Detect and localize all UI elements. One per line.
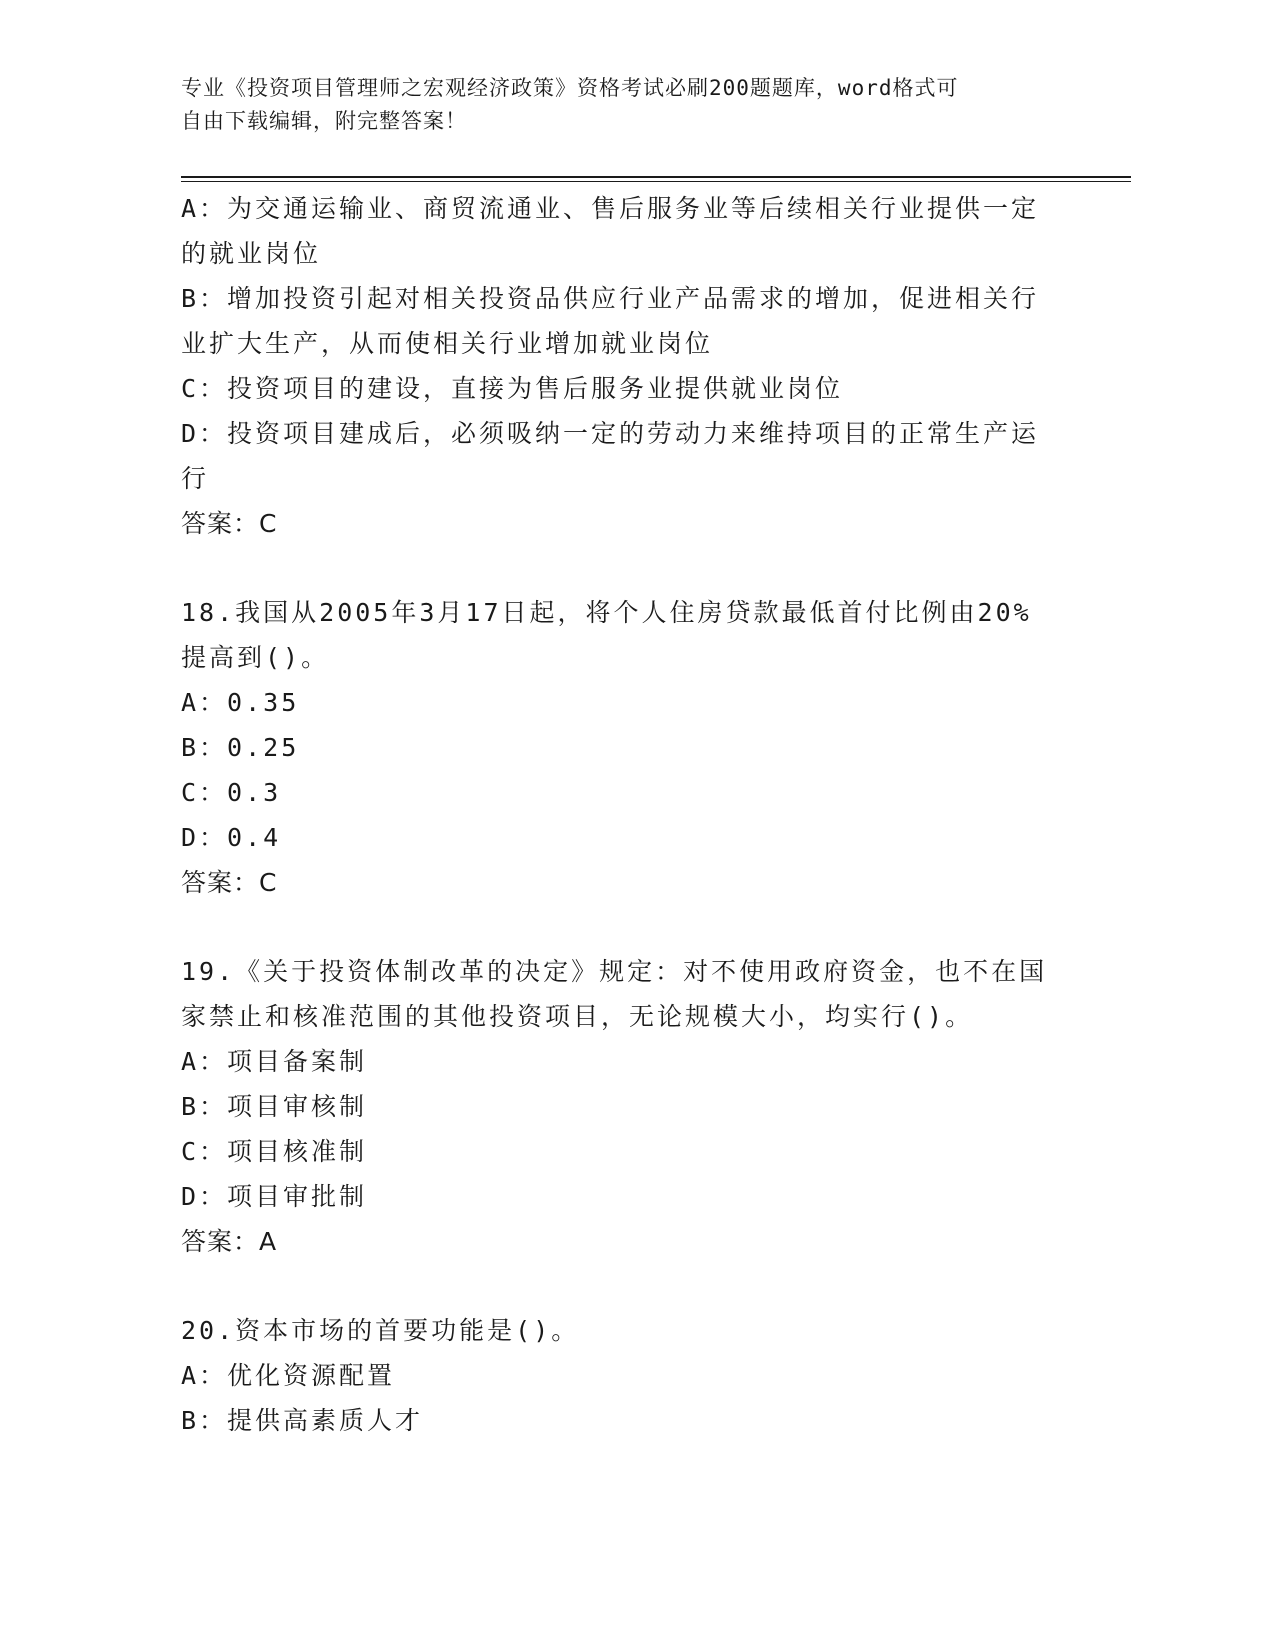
option-a: A：0.35 [181,688,300,717]
document-header [181,72,1041,138]
option-b-line-1: B：增加投资引起对相关投资品供应行业产品需求的增加，促进相关行 [181,284,1040,313]
question-17 [181,186,1061,546]
option-a: A：项目备案制 [181,1047,368,1076]
option-c: C：0.3 [181,778,282,807]
header-title-line-1: 专业《投资项目管理师之宏观经济政策》资格考试必刷200题题库，word格式可 [181,76,959,100]
option-b-line-2: 业扩大生产，从而使相关行业增加就业岗位 [181,329,714,358]
answer: 答案：C [181,509,278,538]
header-divider-thick [181,176,1131,178]
question-stem-line-1: 18.我国从2005年3月17日起，将个人住房贷款最低首付比例由20% [181,598,1032,627]
option-a-line-2: 的就业岗位 [181,239,322,268]
question-list [181,186,1061,1443]
answer: 答案：A [181,1227,278,1256]
option-a: A：优化资源配置 [181,1361,396,1390]
question-stem-line-1: 19.《关于投资体制改革的决定》规定：对不使用政府资金，也不在国 [181,957,1048,986]
option-b: B：项目审核制 [181,1092,368,1121]
answer: 答案：C [181,868,278,897]
question-20 [181,1308,1061,1443]
option-c: C：项目核准制 [181,1137,368,1166]
option-a-line-1: A：为交通运输业、商贸流通业、售后服务业等后续相关行业提供一定 [181,194,1040,223]
question-stem: 20.资本市场的首要功能是()。 [181,1316,580,1345]
header-divider-thin [181,181,1131,182]
option-d: D：0.4 [181,823,282,852]
header-title-line-2: 自由下载编辑，附完整答案！ [181,109,467,133]
option-d: D：项目审批制 [181,1182,368,1211]
option-b: B：提供高素质人才 [181,1406,424,1435]
option-b: B：0.25 [181,733,300,762]
question-18 [181,590,1061,905]
spacer [181,546,1061,590]
question-stem-line-2: 家禁止和核准范围的其他投资项目，无论规模大小，均实行()。 [181,1002,974,1031]
option-d-line-2: 行 [181,464,210,493]
spacer [181,1264,1061,1308]
spacer [181,905,1061,949]
question-stem-line-2: 提高到()。 [181,643,330,672]
option-d-line-1: D：投资项目建成后，必须吸纳一定的劳动力来维持项目的正常生产运 [181,419,1040,448]
option-c: C：投资项目的建设，直接为售后服务业提供就业岗位 [181,374,844,403]
question-19 [181,949,1061,1264]
